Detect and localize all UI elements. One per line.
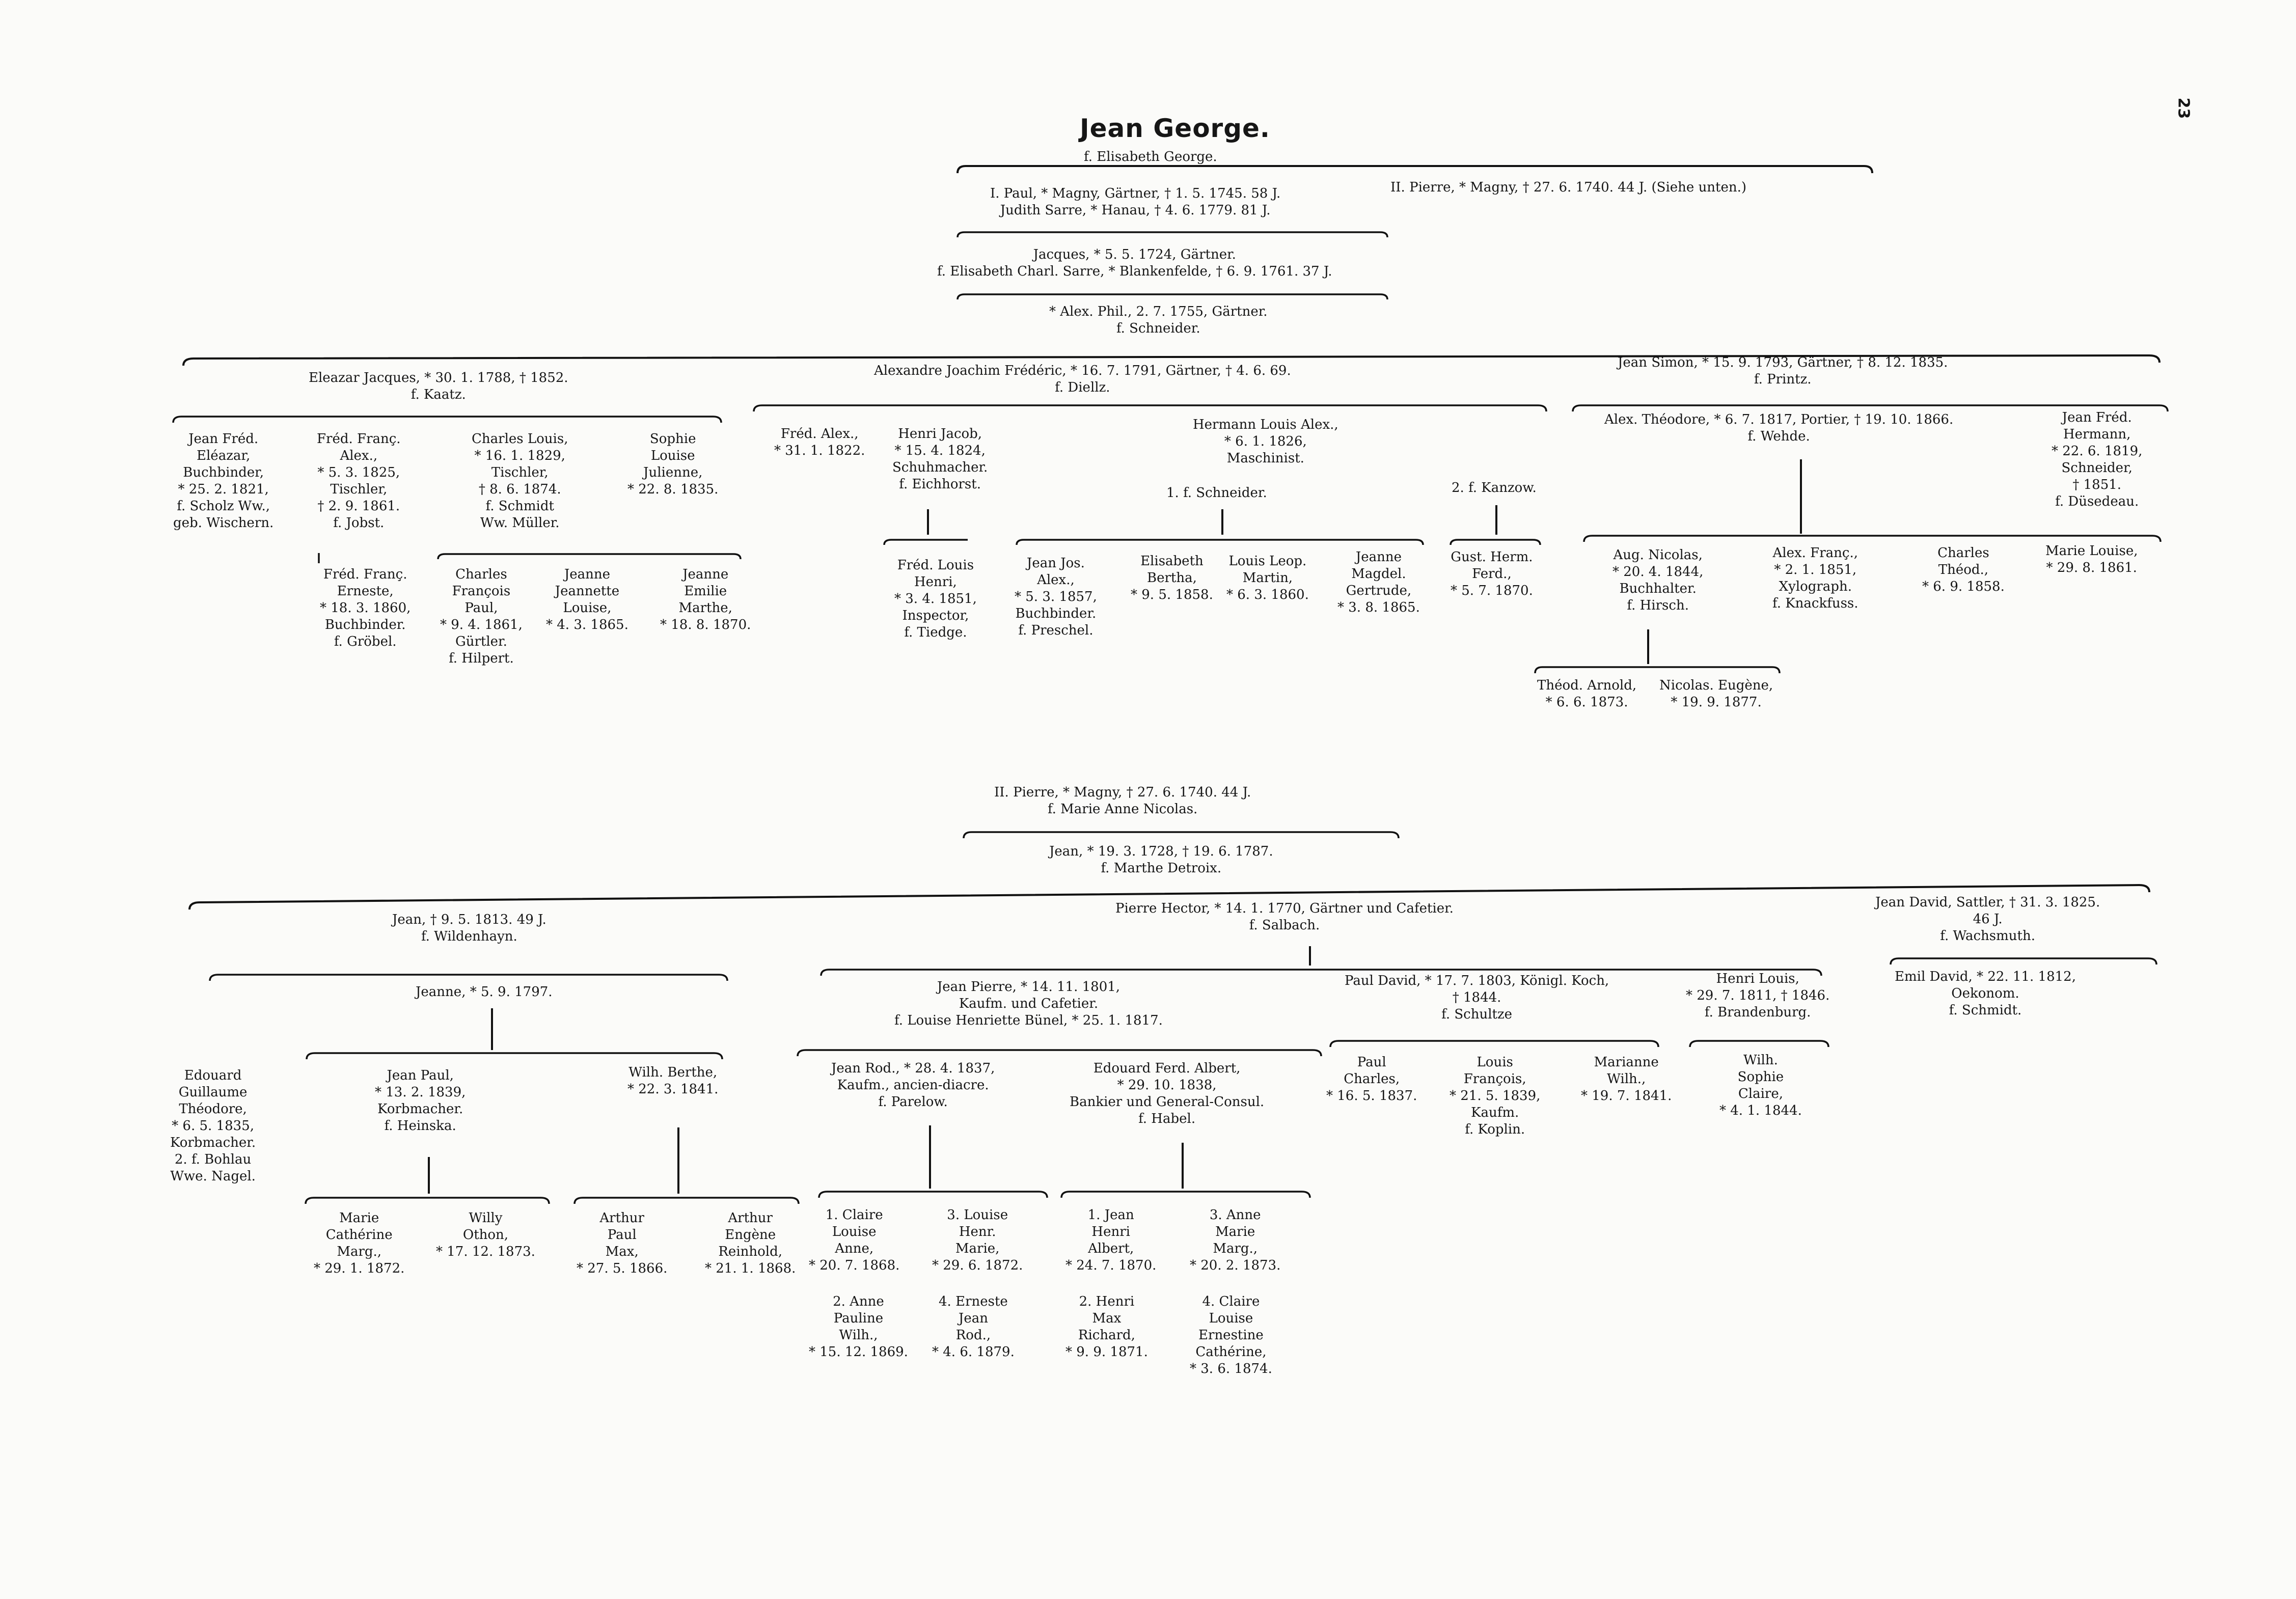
brace-alex-joachim-children xyxy=(754,405,1546,411)
person-claire-louise-ernestine: 4. Claire Louise Ernestine Cathérine, * 3. 6. 1874. xyxy=(1190,1294,1272,1376)
person-jean-henri-albert: 1. Jean Henri Albert, * 24. 7. 1870. xyxy=(1065,1207,1157,1273)
person-jean-1813: Jean, † 9. 5. 1813. 49 J. f. Wildenhayn. xyxy=(392,912,546,944)
person-gust-herm: Gust. Herm. Ferd., * 5. 7. 1870. xyxy=(1451,549,1533,598)
brace-alex-theodore-children xyxy=(1584,536,2161,542)
person-erneste-jean: 4. Erneste Jean Rod., * 4. 6. 1879. xyxy=(932,1294,1015,1360)
person-sophie: Sophie Louise Julienne, * 22. 8. 1835. xyxy=(627,431,719,497)
person-jeanne-1797: Jeanne, * 5. 9. 1797. xyxy=(416,984,553,1000)
brace-henri-louis-children xyxy=(1690,1041,1828,1047)
person-fred-franc-erneste: Fréd. Franç. Erneste, * 18. 3. 1860, Buchbinder. f. Gröbel. xyxy=(320,567,411,649)
person-louis-francois: Louis François, * 21. 5. 1839, Kaufm. f. Koplin. xyxy=(1450,1055,1541,1137)
person-paul: I. Paul, * Magny, Gärtner, † 1. 5. 1745. 58 J. Judith Sarre, * Hanau, † 4. 6. 1779. 81 J. xyxy=(990,186,1281,218)
person-eleazar: Eleazar Jacques, * 30. 1. 1788, † 1852. f. Kaatz. xyxy=(309,370,568,402)
person-jean-george-wife: f. Elisabeth George. xyxy=(1084,149,1217,164)
person-fred-louis-henri: Fréd. Louis Henri, * 3. 4. 1851, Inspector, f. Tiedge. xyxy=(894,558,977,640)
person-edouard-ferd: Edouard Ferd. Albert, * 29. 10. 1838, Bankier und General-Consul. f. Habel. xyxy=(1070,1061,1265,1126)
person-pierre-ii: II. Pierre, * Magny, † 27. 6. 1740. 44 J. f. Marie Anne Nicolas. xyxy=(994,785,1251,817)
person-jean-david: Jean David, Sattler, † 31. 3. 1825. 46 J. f. Wachsmuth. xyxy=(1875,895,2100,944)
brace-henri-jacob-child xyxy=(884,540,968,545)
label-hermann-wife2: 2. f. Kanzow. xyxy=(1452,480,1537,495)
brace-jean-pierre-children xyxy=(798,1050,1321,1056)
brace-hermann-wife2-children xyxy=(1451,540,1540,545)
person-alex-joachim: Alexandre Joachim Frédéric, * 16. 7. 1791, Gärtner, † 4. 6. 69. f. Diellz. xyxy=(874,363,1291,395)
brace-jean-george-children xyxy=(958,166,1872,173)
person-wilh-sophie: Wilh. Sophie Claire, * 4. 1. 1844. xyxy=(1719,1053,1802,1118)
person-nicolas-eugene: Nicolas. Eugène, * 19. 9. 1877. xyxy=(1659,678,1773,710)
brace-jean-david-children xyxy=(1891,958,2156,964)
person-charles-theod: Charles Théod., * 6. 9. 1858. xyxy=(1922,545,2005,594)
person-willy-othon: Willy Othon, * 17. 12. 1873. xyxy=(436,1210,535,1259)
brace-wilh-berthe-children xyxy=(575,1198,799,1204)
person-pierre-hector: Pierre Hector, * 14. 1. 1770, Gärtner und Cafetier. f. Salbach. xyxy=(1115,901,1454,933)
person-alex-phil: * Alex. Phil., 2. 7. 1755, Gärtner. f. Schneider. xyxy=(1049,304,1268,336)
person-henri-jacob: Henri Jacob, * 15. 4. 1824, Schuhmacher. f. Eichhorst. xyxy=(892,426,988,492)
page-number: 23 xyxy=(2174,97,2193,119)
person-wilh-berthe: Wilh. Berthe, * 22. 3. 1841. xyxy=(627,1065,719,1097)
person-jeanne-jeannette: Jeanne Jeannette Louise, * 4. 3. 1865. xyxy=(546,567,628,632)
person-jean-simon: Jean Simon, * 15. 9. 1793, Gärtner, † 8. 12. 1835. f. Printz. xyxy=(1618,355,1948,387)
person-fred-alex: Fréd. Alex., * 31. 1. 1822. xyxy=(774,426,865,458)
person-paul-david: Paul David, * 17. 7. 1803, Königl. Koch, † 1844. f. Schultze xyxy=(1345,973,1609,1022)
page-title: Jean George. xyxy=(1080,114,1270,143)
brace-edouard-ferd-children xyxy=(1061,1192,1310,1198)
person-charles-louis: Charles Louis, * 16. 1. 1829, Tischler, † 8. 6. 1874. f. Schmidt Ww. Müller. xyxy=(472,431,568,531)
person-jean-pierre: Jean Pierre, * 14. 11. 1801, Kaufm. und Cafetier. f. Louise Henriette Bünel, * 25. 1. 1817. xyxy=(894,979,1163,1028)
person-paul-charles: Paul Charles, * 16. 5. 1837. xyxy=(1326,1055,1417,1104)
person-jean-rod: Jean Rod., * 28. 4. 1837, Kaufm., ancien-diacre. f. Parelow. xyxy=(831,1061,995,1110)
person-hermann-louis: Hermann Louis Alex., * 6. 1. 1826, Maschinist. xyxy=(1193,417,1338,466)
person-jean-fred-eleazar: Jean Fréd. Eléazar, Buchbinder, * 25. 2. 1821, f. Scholz Ww., geb. Wischern. xyxy=(173,431,274,531)
brace-hermann-wife1-children xyxy=(1017,540,1423,545)
person-marie-louise: Marie Louise, * 29. 8. 1861. xyxy=(2045,543,2138,575)
brace-jean-rod-children xyxy=(819,1192,1047,1198)
brace-jean-paul-children xyxy=(306,1198,549,1204)
person-jeanne-emilie: Jeanne Emilie Marthe, * 18. 8. 1870. xyxy=(660,567,751,632)
person-anne-pauline: 2. Anne Pauline Wilh., * 15. 12. 1869. xyxy=(809,1294,908,1360)
person-theod-arnold: Théod. Arnold, * 6. 6. 1873. xyxy=(1537,678,1637,710)
person-elisabeth-bertha: Elisabeth Bertha, * 9. 5. 1858. xyxy=(1131,554,1213,602)
person-anne-marie-marg: 3. Anne Marie Marg., * 20. 2. 1873. xyxy=(1190,1207,1281,1273)
brace-pierre-hector-children xyxy=(821,970,1821,976)
person-pierre-ref: II. Pierre, * Magny, † 27. 6. 1740. 44 J. (Siehe unten.) xyxy=(1390,180,1747,195)
person-fred-franc-alex: Fréd. Franç. Alex., * 5. 3. 1825, Tischler, † 2. 9. 1861. f. Jobst. xyxy=(317,431,401,531)
person-jeanne-magdel: Jeanne Magdel. Gertrude, * 3. 8. 1865. xyxy=(1337,549,1420,615)
person-jean-fred-hermann: Jean Fréd. Hermann, * 22. 6. 1819, Schneider, † 1851. f. Düsedeau. xyxy=(2052,410,2143,509)
brace-paul-david-children xyxy=(1330,1041,1658,1047)
brace-charles-louis-children xyxy=(438,554,741,559)
person-arthur-engene: Arthur Engène Reinhold, * 21. 1. 1868. xyxy=(705,1210,796,1276)
person-claire-louise-anne: 1. Claire Louise Anne, * 20. 7. 1868. xyxy=(809,1207,900,1273)
brace-eleazar-children xyxy=(173,417,721,423)
person-louis-leop: Louis Leop. Martin, * 6. 3. 1860. xyxy=(1226,554,1309,602)
person-edouard-guillaume: Edouard Guillaume Théodore, * 6. 5. 1835, Korbmacher. 2. f. Bohlau Wwe. Nagel. xyxy=(170,1068,256,1184)
brace-pierre-ii-children xyxy=(964,832,1399,838)
person-henri-louis: Henri Louis, * 29. 7. 1811, † 1846. f. Brandenburg. xyxy=(1686,971,1830,1020)
person-jacques: Jacques, * 5. 5. 1724, Gärtner. f. Elisabeth Charl. Sarre, * Blankenfelde, † 6. 9. 1761. 37 J. xyxy=(937,247,1332,279)
person-emil-david: Emil David, * 22. 11. 1812, Oekonom. f. Schmidt. xyxy=(1895,969,2076,1018)
label-hermann-wife1: 1. f. Schneider. xyxy=(1166,485,1267,501)
brace-aug-nicolas-children xyxy=(1535,667,1780,673)
person-jean-1728: Jean, * 19. 3. 1728, † 19. 6. 1787. f. Marthe Detroix. xyxy=(1049,844,1273,876)
person-marie-catherine: Marie Cathérine Marg., * 29. 1. 1872. xyxy=(314,1210,405,1276)
person-charles-francois-paul: Charles François Paul, * 9. 4. 1861, Gürtler. f. Hilpert. xyxy=(440,567,523,666)
person-alex-theodore: Alex. Théodore, * 6. 7. 1817, Portier, † 19. 10. 1866. f. Wehde. xyxy=(1604,412,1954,444)
person-louise-henr-marie: 3. Louise Henr. Marie, * 29. 6. 1872. xyxy=(932,1207,1023,1273)
person-alex-franc: Alex. Franç., * 2. 1. 1851, Xylograph. f. Knackfuss. xyxy=(1772,545,1858,611)
person-henri-max: 2. Henri Max Richard, * 9. 9. 1871. xyxy=(1065,1294,1148,1360)
brace-paul-children xyxy=(958,232,1387,237)
brace-jean-1813-children xyxy=(210,975,727,981)
brace-jacques-children xyxy=(958,294,1387,299)
person-aug-nicolas: Aug. Nicolas, * 20. 4. 1844, Buchhalter. f. Hirsch. xyxy=(1612,547,1704,613)
person-jean-jos-alex: Jean Jos. Alex., * 5. 3. 1857, Buchbinder. f. Preschel. xyxy=(1015,556,1097,638)
person-arthur-paul: Arthur Paul Max, * 27. 5. 1866. xyxy=(577,1210,668,1276)
person-marianne: Marianne Wilh., * 19. 7. 1841. xyxy=(1581,1055,1672,1104)
brace-jeanne-1797-children xyxy=(307,1053,722,1059)
person-jean-paul: Jean Paul, * 13. 2. 1839, Korbmacher. f. Heinska. xyxy=(375,1068,466,1134)
